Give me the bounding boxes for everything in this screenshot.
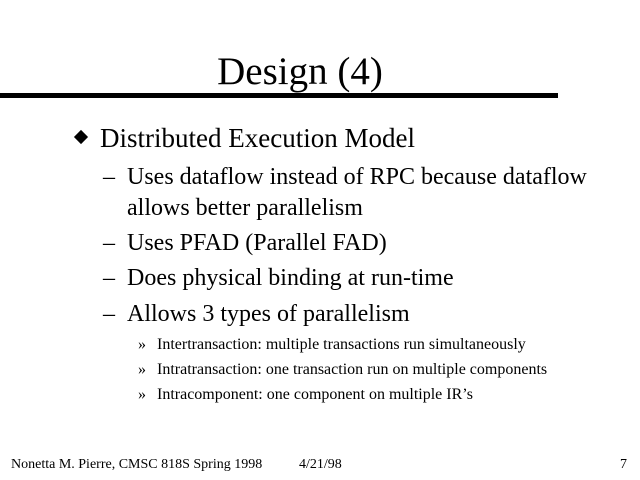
sub-item-text: Uses dataflow instead of RPC because dataflow <box>127 164 587 190</box>
dash-marker: – <box>103 265 115 291</box>
bullet-text: Distributed Execution Model <box>100 123 415 153</box>
sub-sub-item-text: Intertransaction: multiple transactions run simultaneously <box>157 336 526 353</box>
dash-marker: – <box>103 164 115 190</box>
footer-page-number: 7 <box>620 457 627 472</box>
sub-sub-item-text: Intracomponent: one component on multiple IR’s <box>157 386 473 403</box>
sub-item-text: Uses PFAD (Parallel FAD) <box>127 230 387 256</box>
slide-title: Design (4) <box>217 50 383 93</box>
chevron-marker: » <box>138 336 146 353</box>
dash-marker: – <box>103 230 115 256</box>
diamond-bullet-icon <box>74 130 88 144</box>
chevron-marker: » <box>138 386 146 403</box>
sub-item-text: Allows 3 types of parallelism <box>127 301 410 327</box>
footer-author: Nonetta M. Pierre, CMSC 818S Spring 1998 <box>11 457 263 472</box>
chevron-marker: » <box>138 361 146 378</box>
footer-date: 4/21/98 <box>299 457 342 472</box>
sub-item-text-continued: allows better parallelism <box>127 195 363 221</box>
dash-marker: – <box>103 301 115 327</box>
sub-item-text: Does physical binding at run-time <box>127 265 454 291</box>
sub-sub-item-text: Intratransaction: one transaction run on multiple components <box>157 361 548 378</box>
title-underline <box>0 93 558 98</box>
